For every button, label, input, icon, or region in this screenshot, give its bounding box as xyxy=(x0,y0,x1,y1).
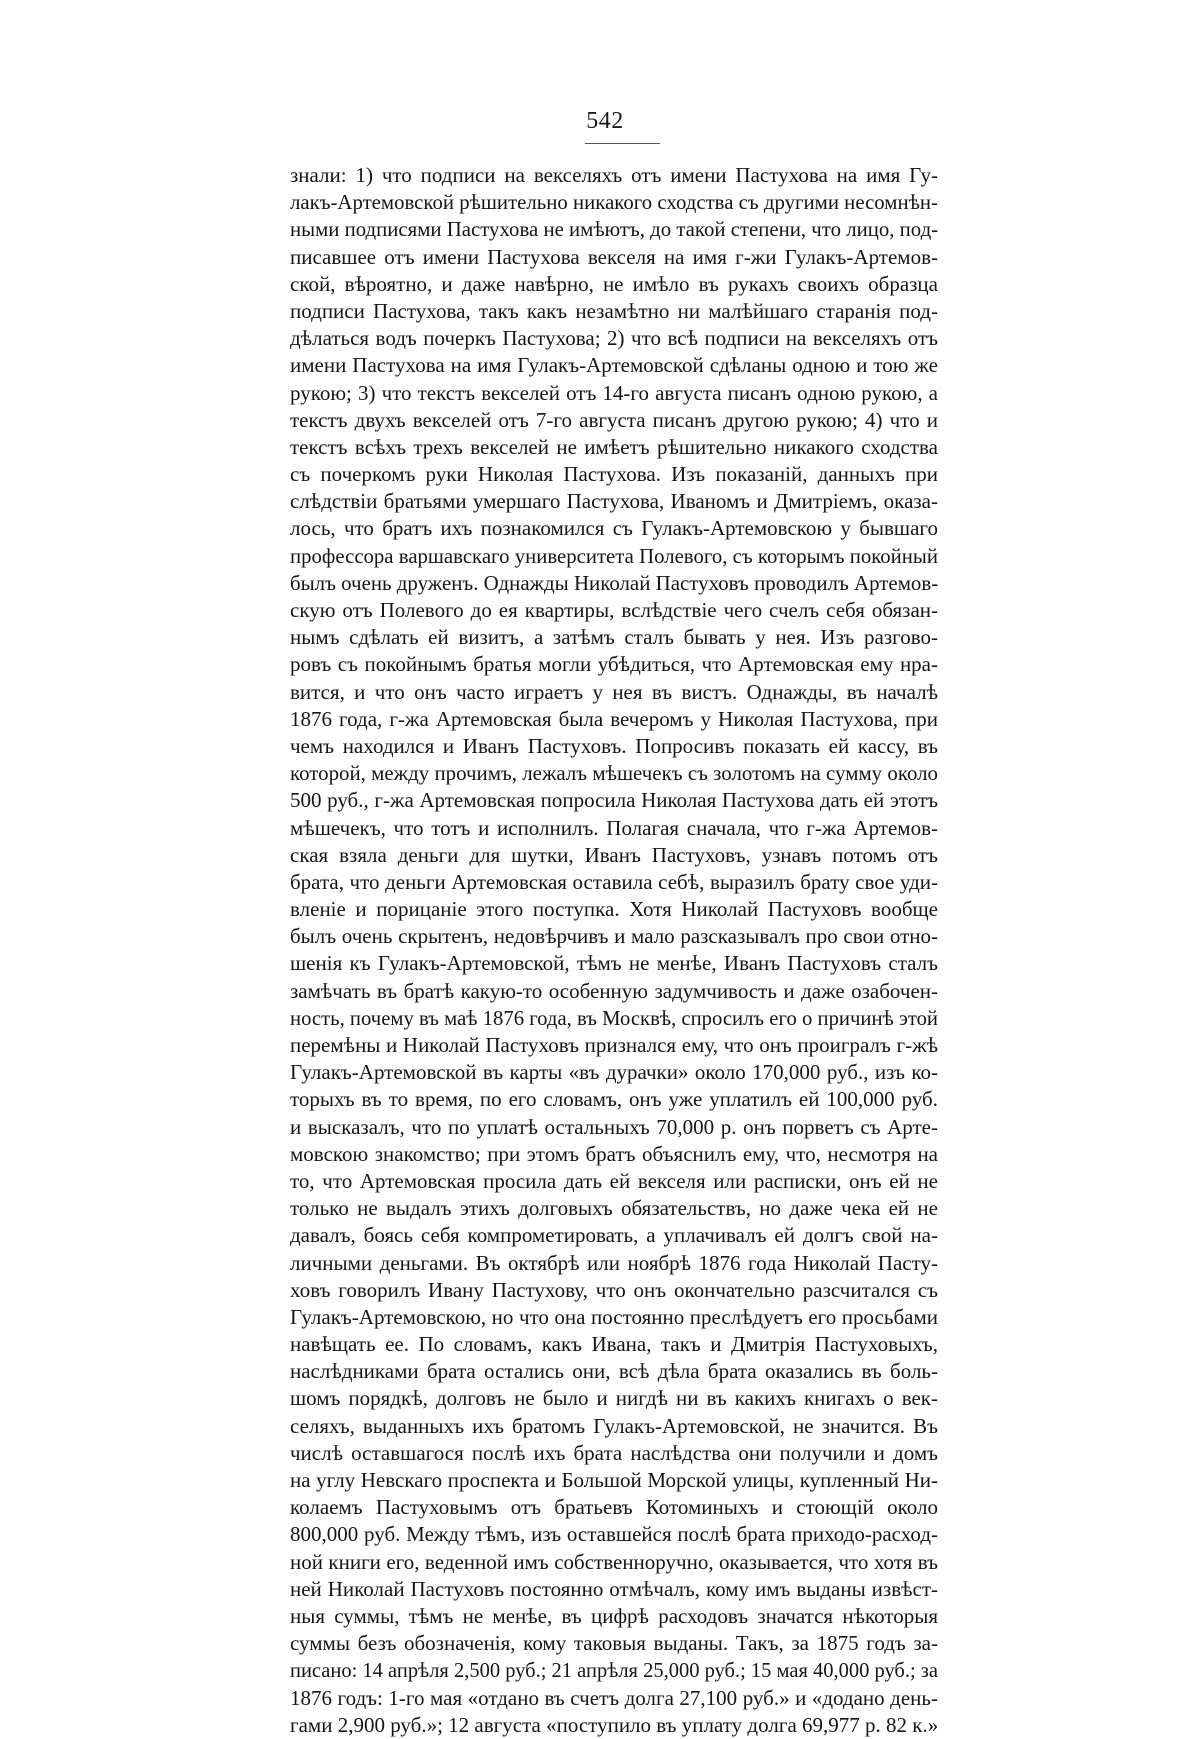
body-text xyxy=(290,162,938,1739)
text-line: подписи Пастухова, такъ какъ незамѣтно ни малѣйшаго старанія под- xyxy=(290,298,938,323)
text-line: былъ очень друженъ. Однажды Николай Пастуховъ проводилъ Артемов- xyxy=(290,570,939,595)
text-line: профессора варшавскаго университета Полевого, съ которымъ покойный xyxy=(290,543,938,568)
text-line: ская взяла деньги для шутки, Иванъ Пастуховъ, узнавъ потомъ отъ xyxy=(290,842,938,867)
text-line: навѣщать ее. По словамъ, какъ Ивана, такъ и Дмитрія Пастуховыхъ, xyxy=(290,1332,938,1357)
text-line: селяхъ, выданныхъ ихъ братомъ Гулакъ-Артемовской, не значится. Въ xyxy=(290,1413,938,1438)
text-line: имени Пастухова на имя Гулакъ-Артемовской сдѣланы одною и тою же xyxy=(290,353,938,378)
text-line: колаемъ Пастуховымъ отъ братьевъ Котоминыхъ и стоющій около xyxy=(290,1495,938,1520)
text-line: 500 руб., г-жа Артемовская попросила Николая Пастухова дать ей этотъ xyxy=(290,788,938,813)
text-line: ней Николай Пастуховъ постоянно отмѣчалъ, кому имъ выданы извѣст- xyxy=(290,1576,938,1601)
text-line: съ почеркомъ руки Николая Пастухова. Изъ показаній, данныхъ при xyxy=(290,462,938,487)
text-line: только не выдалъ этихъ долговыхъ обязательствъ, но даже чека ей не xyxy=(290,1196,938,1221)
text-line: нымъ сдѣлать ей визитъ, а затѣмъ сталъ бывать у нея. Изъ разгово- xyxy=(290,625,938,650)
text-line: лось, что братъ ихъ познакомился съ Гулакъ-Артемовскою у бывшаго xyxy=(290,516,938,541)
text-line: вленіе и порицаніе этого поступка. Хотя Николай Пастуховъ вообще xyxy=(290,897,938,922)
text-line: текстъ двухъ векселей отъ 7-го августа писанъ другою рукою; 4) что и xyxy=(290,407,938,432)
text-line: шенія къ Гулакъ-Артемовской, тѣмъ не менѣе, Иванъ Пастуховъ сталъ xyxy=(290,951,938,976)
text-line: на углу Невскаго проспекта и Большой Морской улицы, купленный Ни- xyxy=(290,1468,938,1492)
text-line: и высказалъ, что по уплатѣ остальныхъ 70,000 р. онъ порветъ съ Арте- xyxy=(290,1114,938,1139)
text-line: слѣдствіи братьями умершаго Пастухова, Иваномъ и Дмитріемъ, оказа- xyxy=(290,489,938,514)
text-line: наслѣдниками брата остались они, всѣ дѣла брата оказались въ боль- xyxy=(290,1359,938,1384)
text-line: былъ очень скрытенъ, недовѣрчивъ и мало разсказывалъ про свои отно- xyxy=(290,924,938,949)
text-line: ровъ съ покойнымъ братья могли убѣдиться, что Артемовская ему нра- xyxy=(290,652,938,677)
text-line: 1876 года, г-жа Артемовская была вечеромъ у Николая Пастухова, при xyxy=(290,706,938,731)
text-line: личными деньгами. Въ октябрѣ или ноябрѣ 1876 года Николай Пасту- xyxy=(290,1250,938,1275)
text-line: рукою; 3) что текстъ векселей отъ 14-го августа писанъ одною рукою, а xyxy=(290,380,938,405)
text-line: давалъ, боясь себя компрометировать, а уплачивалъ ей долгъ свой на- xyxy=(290,1223,938,1248)
text-line: ской, вѣроятно, и даже навѣрно, не имѣло въ рукахъ своихъ образца xyxy=(290,271,938,296)
text-line: брата, что деньги Артемовская оставила себѣ, выразилъ брату свое уди- xyxy=(290,869,938,894)
text-line: суммы безъ обозначенія, кому таковыя выданы. Такъ, за 1875 годъ за- xyxy=(290,1631,938,1656)
page-number-rule xyxy=(585,143,660,144)
text-line: перемѣны и Николай Пастуховъ признался ему, что онъ проигралъ г-жѣ xyxy=(290,1033,938,1057)
text-line: Гулакъ-Артемовской въ карты «въ дурачки» около 170,000 руб., изъ ко- xyxy=(290,1060,938,1085)
text-line: дѣлаться водъ почеркъ Пастухова; 2) что всѣ подписи на векселяхъ отъ xyxy=(290,326,938,351)
text-line: вится, и что онъ часто играетъ у нея въ вистъ. Однажды, въ началѣ xyxy=(290,679,938,704)
text-line: ховъ говорилъ Ивану Пастухову, что онъ окончательно разсчитался съ xyxy=(290,1277,938,1302)
text-line: ными подписями Пастухова не имѣютъ, до такой степени, что лицо, под- xyxy=(290,217,939,242)
text-line: ныя суммы, тѣмъ не менѣе, въ цифрѣ расходовъ значатся нѣкоторыя xyxy=(290,1603,938,1628)
text-line: писавшее отъ имени Пастухова векселя на имя г-жи Гулакъ-Артемов- xyxy=(290,244,938,269)
text-line: мѣшечекъ, что тотъ и исполнилъ. Полагая сначала, что г-жа Артемов- xyxy=(290,815,938,840)
text-line: чемъ находился и Иванъ Пастуховъ. Попросивъ показать ей кассу, въ xyxy=(290,733,938,758)
text-line: шомъ порядкѣ, долговъ не было и нигдѣ ни въ какихъ книгахъ о век- xyxy=(290,1386,938,1411)
text-line: скую отъ Полевого до ея квартиры, вслѣдствіе чего счелъ себя обязан- xyxy=(290,598,938,622)
text-line: замѣчать въ братѣ какую-то особенную задумчивость и даже озабочен- xyxy=(290,978,938,1003)
text-line: числѣ оставшагося послѣ ихъ брата наслѣдства они получили и домъ xyxy=(290,1440,938,1465)
text-line: мовскою знакомство; при этомъ братъ объяснилъ ему, что, несмотря на xyxy=(290,1141,938,1166)
text-line: лакъ-Артемовской рѣшительно никакого сходства съ другими несомнѣн- xyxy=(290,190,938,215)
text-line: писано: 14 апрѣля 2,500 руб.; 21 апрѣля 25,000 руб.; 15 мая 40,000 руб.; за xyxy=(290,1658,938,1683)
text-line: 1876 годъ: 1-го мая «отдано въ счетъ долга 27,100 руб.» и «додано день- xyxy=(290,1685,938,1710)
text-line: текстъ всѣхъ трехъ векселей не имѣетъ рѣшительно никакого сходства xyxy=(290,434,938,459)
text-line: то, что Артемовская просила дать ей векселя или расписки, онъ ей не xyxy=(290,1168,938,1193)
text-line: ность, почему въ маѣ 1876 года, въ Москвѣ, спросилъ его о причинѣ этой xyxy=(290,1005,938,1030)
text-line: торыхъ въ то время, по его словамъ, онъ уже уплатилъ ей 100,000 руб. xyxy=(290,1087,938,1112)
text-line: знали: 1) что подписи на векселяхъ отъ имени Пастухова на имя Гу- xyxy=(290,163,938,187)
text-line: Гулакъ-Артемовскою, но что она постоянно преслѣдуетъ его просьбами xyxy=(290,1304,938,1329)
text-line: которой, между прочимъ, лежалъ мѣшечекъ съ золотомъ на сумму около xyxy=(290,761,939,786)
page-number: 542 xyxy=(586,108,624,134)
text-line: 800,000 руб. Между тѣмъ, изъ оставшейся послѣ брата приходо-расход- xyxy=(290,1522,938,1547)
text-line: ной книги его, веденной имъ собственноручно, оказывается, что хотя въ xyxy=(290,1549,938,1574)
text-line: гами 2,900 руб.»; 12 августа «поступило въ уплату долга 69,977 р. 82 к.» xyxy=(290,1712,939,1737)
